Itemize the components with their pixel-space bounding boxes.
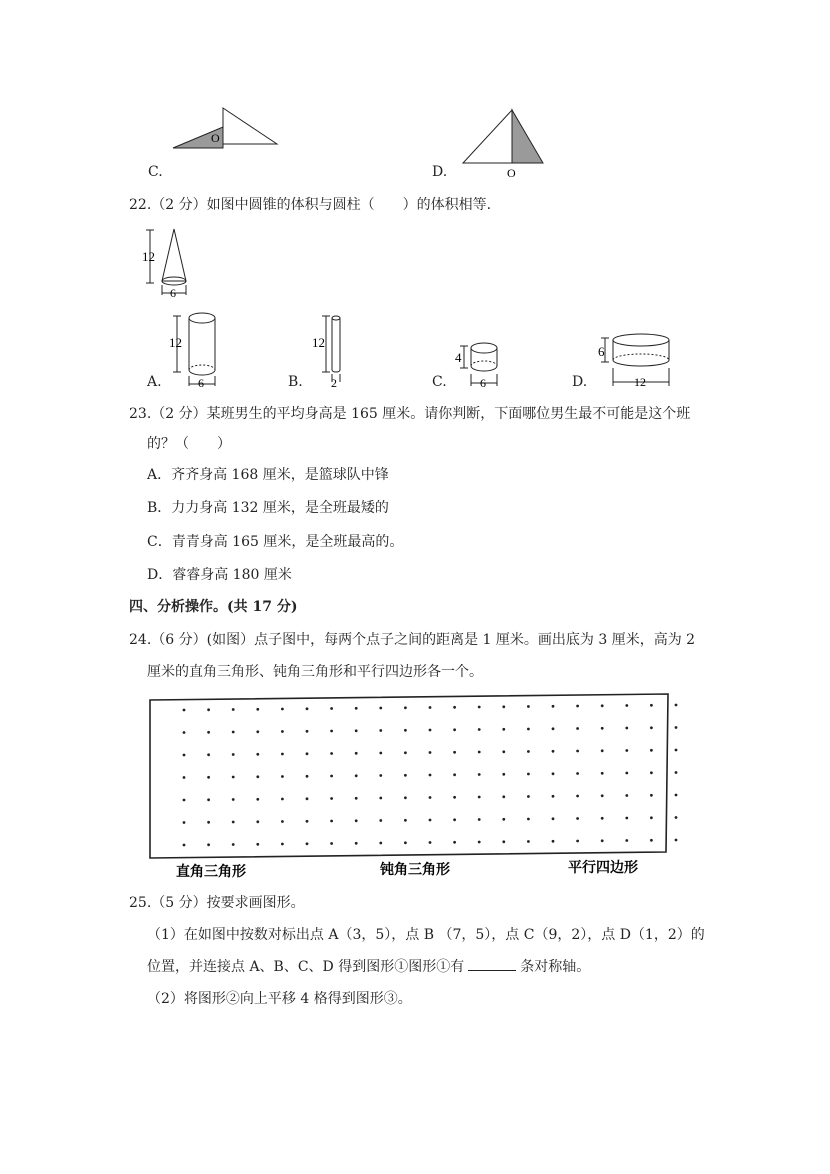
grid-dot (429, 796, 432, 799)
symmetry-axes-answer-blank[interactable] (468, 956, 516, 971)
q22-option-a-cylinder (165, 308, 225, 388)
grid-dot (330, 842, 333, 845)
grid-dot (601, 794, 604, 797)
q24-stem-line1: 24.（6 分）(如图）点子图中，每两个点子之间的距离是 1 厘米。画出底为 3 厘米，高为 2 (129, 632, 696, 648)
grid-dot (527, 705, 530, 708)
grid-dot (502, 750, 505, 753)
q25-stem: 25.（5 分）按要求画图形。 (129, 895, 305, 911)
grid-dot (650, 749, 653, 752)
q22-stem: 22.（2 分）如图中圆锥的体积与圆柱（ ）的体积相等. (129, 197, 492, 213)
grid-dot (256, 753, 259, 756)
grid-dot (429, 729, 432, 732)
grid-dot (281, 775, 284, 778)
grid-dot (502, 840, 505, 843)
grid-dot (404, 729, 407, 732)
grid-dot (256, 775, 259, 778)
grid-dot (502, 705, 505, 708)
grid-dot (256, 730, 259, 733)
grid-dot (355, 819, 358, 822)
grid-dot (601, 772, 604, 775)
grid-dot (207, 798, 210, 801)
grid-dot (404, 774, 407, 777)
grid-dot (502, 818, 505, 821)
grid-dot (306, 820, 309, 823)
grid-dot (601, 749, 604, 752)
grid-dot (306, 797, 309, 800)
grid-dot (527, 773, 530, 776)
grid-dot (478, 773, 481, 776)
grid-dot (281, 708, 284, 711)
q24-dot-grid (140, 690, 680, 885)
center-mark: O (507, 166, 516, 180)
grid-dot (625, 817, 628, 820)
grid-dot (281, 798, 284, 801)
grid-dot (404, 819, 407, 822)
grid-dot (183, 776, 186, 779)
q21-option-c-figure (165, 105, 285, 155)
grid-dot (232, 776, 235, 779)
grid-dot (183, 754, 186, 757)
grid-dot (379, 729, 382, 732)
grid-dot (429, 841, 432, 844)
grid-dot (625, 839, 628, 842)
grid-dot (675, 816, 678, 819)
grid-label-obtuse-triangle: 钝角三角形 (380, 863, 450, 878)
grid-dot (601, 817, 604, 820)
grid-dot (576, 727, 579, 730)
q22-option-d-label: D. (572, 374, 588, 390)
grid-dot (625, 772, 628, 775)
grid-dot (576, 817, 579, 820)
q22-option-d-cylinder (595, 328, 680, 388)
diameter-label: 2 (331, 376, 337, 388)
grid-dot (552, 727, 555, 730)
grid-dot (527, 795, 530, 798)
grid-dot (675, 771, 678, 774)
grid-dot (650, 771, 653, 774)
grid-dot (453, 706, 456, 709)
q23-stem-line2: 的？（ ） (147, 436, 231, 452)
cone-body (162, 229, 186, 281)
grid-dot (502, 795, 505, 798)
grid-dot (306, 842, 309, 845)
grid-dot (675, 794, 678, 797)
grid-dot (207, 731, 210, 734)
grid-dot (429, 751, 432, 754)
grid-dot (404, 841, 407, 844)
grid-dot (281, 730, 284, 733)
grid-dot (330, 797, 333, 800)
grid-dot (256, 843, 259, 846)
grid-dot (625, 794, 628, 797)
grid-dot (232, 821, 235, 824)
grid-dot (256, 708, 259, 711)
grid-dot (453, 751, 456, 754)
grid-dot (379, 774, 382, 777)
grid-dot (306, 730, 309, 733)
cone-height-label: 12 (142, 249, 155, 264)
grid-dot (183, 799, 186, 802)
q23-option-c: C．青青身高 165 厘米，是全班最高的。 (147, 534, 404, 550)
q25-part1-line2-end: 条对称轴。 (520, 959, 591, 975)
q21-option-c-label: C. (148, 164, 163, 180)
grid-dot (429, 819, 432, 822)
q21-option-d-label: D. (432, 164, 448, 180)
grid-dot (330, 752, 333, 755)
diameter-label: 6 (480, 376, 486, 388)
grid-dot (650, 704, 653, 707)
grid-dot (281, 843, 284, 846)
grid-dot (576, 750, 579, 753)
grid-dot (601, 704, 604, 707)
center-mark: O (211, 131, 220, 145)
grid-dot (183, 844, 186, 847)
grid-dot (330, 775, 333, 778)
grid-dot (183, 821, 186, 824)
grid-dot (207, 708, 210, 711)
grid-dot (355, 729, 358, 732)
q22-option-c-cylinder (452, 336, 507, 388)
height-label: 12 (312, 335, 325, 350)
grid-dot (478, 818, 481, 821)
grid-dot (232, 843, 235, 846)
grid-dot (478, 706, 481, 709)
grid-dot (355, 752, 358, 755)
grid-dot (207, 843, 210, 846)
grid-dot (453, 818, 456, 821)
grid-dot (404, 706, 407, 709)
grid-dot (478, 728, 481, 731)
grid-dot (232, 731, 235, 734)
grid-dot (355, 797, 358, 800)
grid-dot (650, 839, 653, 842)
grid-dot (552, 840, 555, 843)
grid-dot (478, 796, 481, 799)
grid-label-right-triangle: 直角三角形 (176, 865, 246, 880)
grid-dot (675, 839, 678, 842)
q22-cone-figure (140, 225, 200, 300)
grid-dot (429, 706, 432, 709)
grid-dot (552, 772, 555, 775)
height-label: 4 (455, 350, 462, 365)
grid-dot (207, 753, 210, 756)
grid-dot (527, 728, 530, 731)
q25-part1-line1: （1）在如图中按数对标出点 A（3，5），点 B （7，5），点 C（9，2），点 D（1，2）的 (147, 927, 705, 943)
q23-option-b: B．力力身高 132 厘米，是全班最矮的 (147, 500, 389, 516)
grid-dot (256, 798, 259, 801)
q22-option-a-label: A. (147, 374, 162, 390)
grid-dot (232, 753, 235, 756)
grid-dot (552, 750, 555, 753)
grid-dot (379, 819, 382, 822)
grid-dot (576, 772, 579, 775)
grid-dot (379, 707, 382, 710)
grid-dot (576, 705, 579, 708)
outline-triangle (463, 110, 512, 163)
height-label: 6 (598, 344, 605, 359)
grid-dot (527, 840, 530, 843)
grid-dot (281, 820, 284, 823)
q25-part1-line2-text: 位置，并连接点 A、B、C、D 得到图形①图形①有 (147, 959, 465, 975)
grid-dot (429, 774, 432, 777)
q22-option-b-cylinder (310, 308, 355, 388)
grid-dot (675, 749, 678, 752)
diameter-label: 12 (634, 375, 646, 388)
q22-option-c-label: C. (432, 374, 447, 390)
q24-stem-line2: 厘米的直角三角形、钝角三角形和平行四边形各一个。 (147, 664, 483, 680)
grid-dot (183, 709, 186, 712)
grid-dot (330, 820, 333, 823)
grid-dot (552, 705, 555, 708)
grid-dot (502, 728, 505, 731)
grid-dot (502, 773, 505, 776)
grid-dot (232, 708, 235, 711)
grid-dot (256, 820, 259, 823)
grid-dot (625, 749, 628, 752)
grid-dot (453, 773, 456, 776)
cone-diameter-label: 6 (170, 286, 176, 300)
grid-dot (527, 750, 530, 753)
grid-dot (478, 751, 481, 754)
grid-dot (650, 816, 653, 819)
grid-dot (601, 839, 604, 842)
grid-dot (576, 840, 579, 843)
grid-dot (306, 752, 309, 755)
grid-dot (675, 704, 678, 707)
grid-label-parallelogram: 平行四边形 (568, 861, 638, 876)
q25-part1-line2 (147, 956, 590, 977)
grid-dot (552, 817, 555, 820)
grid-dot (650, 726, 653, 729)
q21-option-d-figure (455, 105, 555, 185)
grid-dot (552, 795, 555, 798)
grid-dot (527, 818, 530, 821)
grid-dot (625, 727, 628, 730)
grid-dot (404, 796, 407, 799)
grid-dot (355, 707, 358, 710)
q23-option-d: D．睿睿身高 180 厘米 (147, 567, 292, 583)
grid-dot (330, 730, 333, 733)
grid-dot (576, 795, 579, 798)
dot-grid-frame (150, 694, 668, 858)
grid-dot (453, 796, 456, 799)
q22-option-b-label: B. (288, 374, 303, 390)
grid-dot (478, 841, 481, 844)
grid-dot (355, 842, 358, 845)
grid-dot (675, 726, 678, 729)
grid-dot (232, 798, 235, 801)
grid-dot (650, 794, 653, 797)
grid-dot (281, 753, 284, 756)
section-4-title: 四、分析操作。(共 17 分) (129, 599, 298, 615)
q25-part2: （2）将图形②向上平移 4 格得到图形③。 (147, 991, 412, 1007)
grid-dot (625, 704, 628, 707)
q23-stem-line1: 23.（2 分）某班男生的平均身高是 165 厘米。请你判断，下面哪位男生最不可能是这个班 (129, 406, 691, 422)
grid-dot (379, 797, 382, 800)
grid-dot (306, 775, 309, 778)
grid-dot (453, 841, 456, 844)
diameter-label: 6 (198, 376, 204, 388)
height-label: 12 (169, 335, 182, 350)
grid-dot (330, 707, 333, 710)
grid-dot (207, 821, 210, 824)
grid-dot (183, 731, 186, 734)
grid-dot (601, 727, 604, 730)
q23-option-a: A．齐齐身高 168 厘米，是篮球队中锋 (147, 467, 389, 483)
grid-dot (379, 752, 382, 755)
shaded-triangle (512, 110, 543, 163)
grid-dot (306, 707, 309, 710)
grid-dot (207, 776, 210, 779)
grid-dot (379, 842, 382, 845)
grid-dot (404, 751, 407, 754)
grid-dot (453, 728, 456, 731)
outline-triangle (223, 108, 277, 144)
grid-dot (355, 774, 358, 777)
